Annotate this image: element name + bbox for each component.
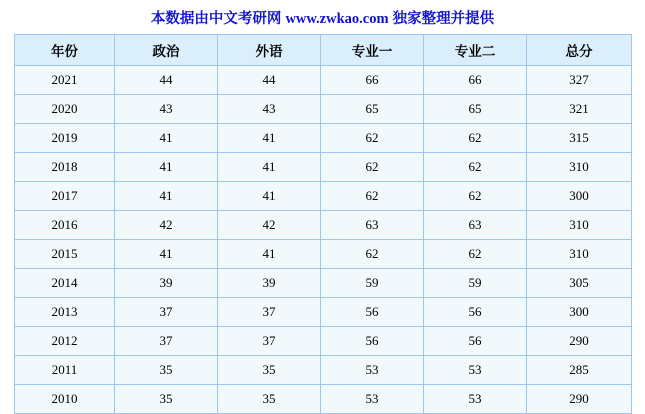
table-row xyxy=(15,124,632,153)
cell-major-two: 62 xyxy=(424,124,527,153)
cell-year: 2020 xyxy=(15,95,115,124)
cell-major-one: 59 xyxy=(321,269,424,298)
cell-politics: 41 xyxy=(115,240,218,269)
cell-foreign-language: 43 xyxy=(218,95,321,124)
cell-total: 327 xyxy=(527,66,632,95)
cell-year: 2011 xyxy=(15,356,115,385)
cell-major-one: 56 xyxy=(321,298,424,327)
table-row xyxy=(15,385,632,414)
table-row xyxy=(15,356,632,385)
cell-foreign-language: 35 xyxy=(218,385,321,414)
cell-total: 290 xyxy=(527,385,632,414)
table-row xyxy=(15,298,632,327)
cell-major-one: 53 xyxy=(321,356,424,385)
cell-major-two: 66 xyxy=(424,66,527,95)
cell-politics: 41 xyxy=(115,182,218,211)
cell-foreign-language: 41 xyxy=(218,182,321,211)
title-site-link: www.zwkao.com xyxy=(285,11,389,27)
cell-major-one: 62 xyxy=(321,182,424,211)
cell-year: 2010 xyxy=(15,385,115,414)
page-title-text xyxy=(151,11,494,27)
cell-politics: 35 xyxy=(115,356,218,385)
cell-year: 2014 xyxy=(15,269,115,298)
cell-politics: 41 xyxy=(115,153,218,182)
cell-major-one: 66 xyxy=(321,66,424,95)
cell-total: 300 xyxy=(527,298,632,327)
column-header-major-two: 专业二 xyxy=(424,35,527,66)
table-body xyxy=(15,66,632,414)
cell-major-two: 53 xyxy=(424,356,527,385)
title-suffix: 独家整理并提供 xyxy=(388,11,495,27)
cell-major-one: 63 xyxy=(321,211,424,240)
cell-foreign-language: 41 xyxy=(218,240,321,269)
cell-politics: 41 xyxy=(115,124,218,153)
cell-foreign-language: 41 xyxy=(218,153,321,182)
table-row xyxy=(15,269,632,298)
cell-foreign-language: 39 xyxy=(218,269,321,298)
cell-foreign-language: 35 xyxy=(218,356,321,385)
title-prefix: 本数据由中文考研网 xyxy=(150,11,286,27)
table-row xyxy=(15,95,632,124)
cell-year: 2016 xyxy=(15,211,115,240)
cell-major-two: 65 xyxy=(424,95,527,124)
cell-foreign-language: 41 xyxy=(218,124,321,153)
cell-major-two: 56 xyxy=(424,327,527,356)
cell-year: 2015 xyxy=(15,240,115,269)
cell-major-one: 65 xyxy=(321,95,424,124)
cell-foreign-language: 44 xyxy=(218,66,321,95)
table-row xyxy=(15,240,632,269)
cell-politics: 44 xyxy=(115,66,218,95)
table-row xyxy=(15,327,632,356)
cell-politics: 39 xyxy=(115,269,218,298)
cell-total: 305 xyxy=(527,269,632,298)
cell-major-one: 62 xyxy=(321,153,424,182)
cell-year: 2019 xyxy=(15,124,115,153)
cell-total: 315 xyxy=(527,124,632,153)
cell-total: 285 xyxy=(527,356,632,385)
cell-politics: 35 xyxy=(115,385,218,414)
table-header-row xyxy=(15,35,632,66)
cell-total: 310 xyxy=(527,211,632,240)
cell-total: 310 xyxy=(527,153,632,182)
cell-total: 310 xyxy=(527,240,632,269)
cell-major-two: 59 xyxy=(424,269,527,298)
column-header-politics: 政治 xyxy=(115,35,218,66)
cell-major-two: 62 xyxy=(424,240,527,269)
cell-year: 2018 xyxy=(15,153,115,182)
score-table xyxy=(14,34,632,414)
table-row xyxy=(15,66,632,95)
cell-major-one: 62 xyxy=(321,124,424,153)
cell-total: 290 xyxy=(527,327,632,356)
table-header xyxy=(15,35,632,66)
page-title xyxy=(0,0,645,34)
cell-total: 321 xyxy=(527,95,632,124)
cell-foreign-language: 37 xyxy=(218,327,321,356)
cell-major-one: 53 xyxy=(321,385,424,414)
cell-year: 2021 xyxy=(15,66,115,95)
cell-major-one: 56 xyxy=(321,327,424,356)
cell-year: 2017 xyxy=(15,182,115,211)
column-header-major-one: 专业一 xyxy=(321,35,424,66)
column-header-foreign-language: 外语 xyxy=(218,35,321,66)
score-table-wrapper xyxy=(0,34,645,414)
cell-politics: 43 xyxy=(115,95,218,124)
column-header-total: 总分 xyxy=(527,35,632,66)
cell-total: 300 xyxy=(527,182,632,211)
cell-major-two: 62 xyxy=(424,182,527,211)
cell-politics: 37 xyxy=(115,298,218,327)
cell-major-two: 53 xyxy=(424,385,527,414)
table-row xyxy=(15,182,632,211)
cell-major-two: 62 xyxy=(424,153,527,182)
cell-foreign-language: 37 xyxy=(218,298,321,327)
cell-year: 2012 xyxy=(15,327,115,356)
table-row xyxy=(15,211,632,240)
cell-major-two: 63 xyxy=(424,211,527,240)
cell-foreign-language: 42 xyxy=(218,211,321,240)
cell-major-one: 62 xyxy=(321,240,424,269)
cell-major-two: 56 xyxy=(424,298,527,327)
column-header-year: 年份 xyxy=(15,35,115,66)
table-row xyxy=(15,153,632,182)
cell-politics: 42 xyxy=(115,211,218,240)
cell-politics: 37 xyxy=(115,327,218,356)
cell-year: 2013 xyxy=(15,298,115,327)
